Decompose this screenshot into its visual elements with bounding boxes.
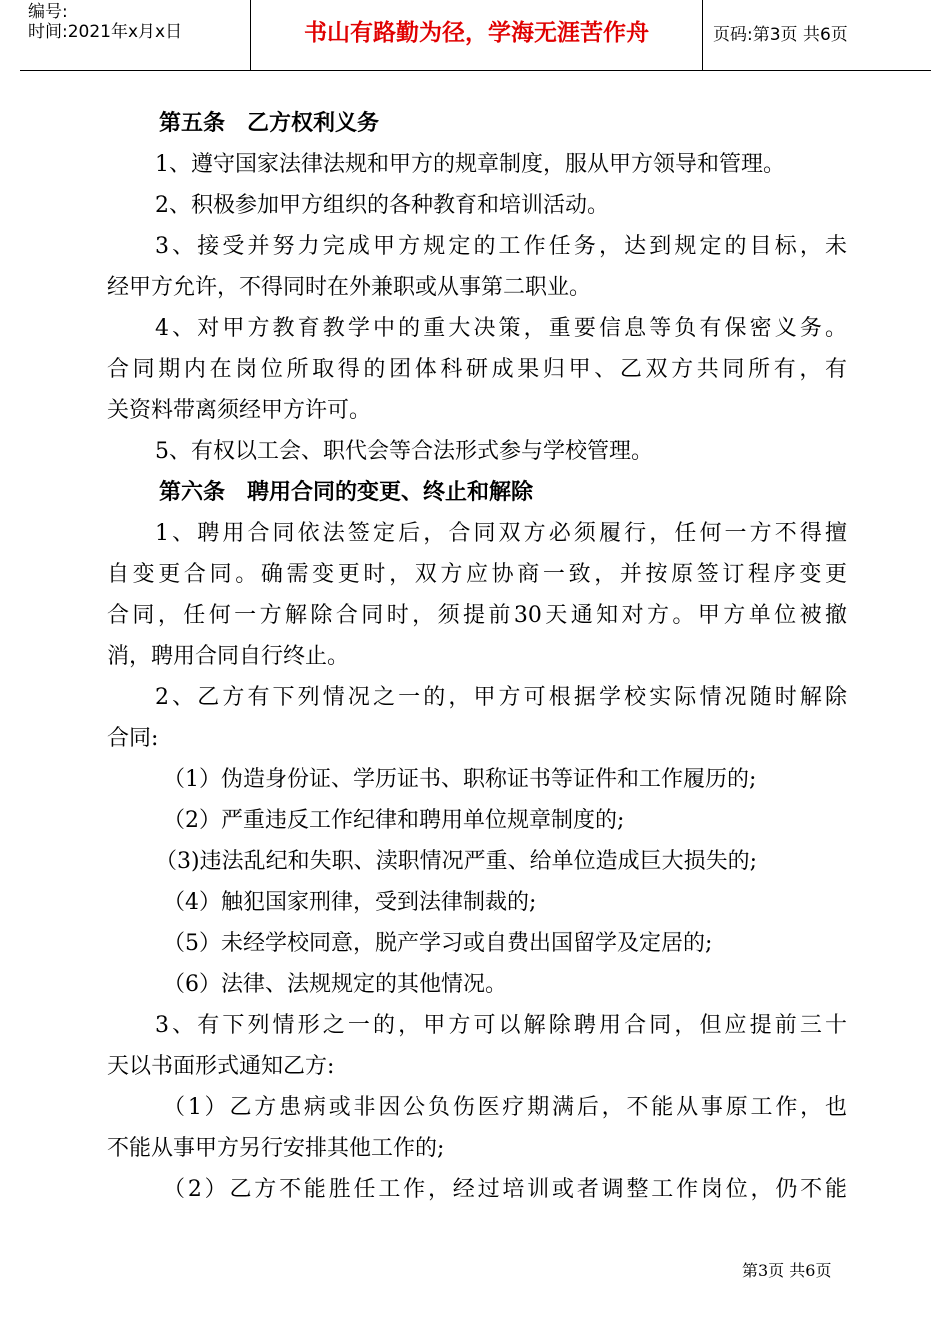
header-motto: 书山有路勤为径，学海无涯苦作舟 — [304, 20, 649, 46]
list-item: （5）未经学校同意，脱产学习或自费出国留学及定居的; — [163, 931, 713, 956]
header-meta-cell — [20, 0, 251, 70]
article5-paragraph: 2、积极参加甲方组织的各种教育和培训活动。 — [155, 193, 609, 218]
document-body — [107, 103, 847, 1210]
list-item: （3)违法乱纪和失职、渎职情况严重、给单位造成巨大损失的; — [155, 849, 757, 874]
article5-title: 第五条 乙方权利义务 — [159, 110, 380, 136]
article6-paragraph: 2、乙方有下列情况之一的，甲方可根据学校实际情况随时解除 — [155, 685, 847, 710]
list-item: （2）严重违反工作纪律和聘用单位规章制度的; — [163, 808, 625, 833]
list-item: 不能从事甲方另行安排其他工作的; — [107, 1136, 445, 1161]
article6-paragraph: 1、聘用合同依法签定后，合同双方必须履行，任何一方不得擅 — [155, 521, 847, 546]
article5-paragraph: 经甲方允许，不得同时在外兼职或从事第二职业。 — [107, 275, 592, 300]
header-page-number: 页码:第3页 共6页 — [713, 25, 848, 45]
list-item: （1）乙方患病或非因公负伤医疗期满后，不能从事原工作，也 — [163, 1095, 847, 1120]
article6-paragraph: 合同，任何一方解除合同时，须提前30天通知对方。甲方单位被撤 — [107, 603, 847, 628]
header-motto-cell — [251, 0, 703, 70]
article5-paragraph: 4、对甲方教育教学中的重大决策，重要信息等负有保密义务。 — [155, 316, 847, 341]
list-item: （2）乙方不能胜任工作，经过培训或者调整工作岗位，仍不能 — [163, 1177, 847, 1202]
header-page-cell — [703, 0, 931, 70]
footer-page-number: 第3页 共6页 — [742, 1261, 832, 1280]
article6-title: 第六条 聘用合同的变更、终止和解除 — [159, 479, 534, 505]
article5-paragraph: 1、遵守国家法律法规和甲方的规章制度，服从甲方领导和管理。 — [155, 152, 785, 177]
article5-paragraph: 3、接受并努力完成甲方规定的工作任务，达到规定的目标，未 — [155, 234, 847, 259]
article6-paragraph: 自变更合同。确需变更时，双方应协商一致，并按原签订程序变更 — [107, 562, 847, 587]
document-date-label: 时间:2021年x月x日 — [28, 22, 183, 42]
article5-paragraph: 关资料带离须经甲方许可。 — [107, 398, 372, 423]
document-number-label: 编号: — [28, 2, 68, 22]
list-item: （1）伪造身份证、学历证书、职称证书等证件和工作履历的; — [163, 767, 757, 792]
article6-paragraph: 天以书面形式通知乙方: — [107, 1054, 335, 1079]
list-item: （4）触犯国家刑律，受到法律制裁的; — [163, 890, 537, 915]
article5-paragraph: 5、有权以工会、职代会等合法形式参与学校管理。 — [155, 439, 653, 464]
page-header — [20, 0, 931, 71]
article6-paragraph: 3、有下列情形之一的，甲方可以解除聘用合同，但应提前三十 — [155, 1013, 847, 1038]
list-item: （6）法律、法规规定的其他情况。 — [163, 972, 507, 997]
article6-paragraph: 合同: — [107, 726, 159, 751]
article6-paragraph: 消，聘用合同自行终止。 — [107, 644, 350, 669]
article5-paragraph: 合同期内在岗位所取得的团体科研成果归甲、乙双方共同所有，有 — [107, 357, 847, 382]
